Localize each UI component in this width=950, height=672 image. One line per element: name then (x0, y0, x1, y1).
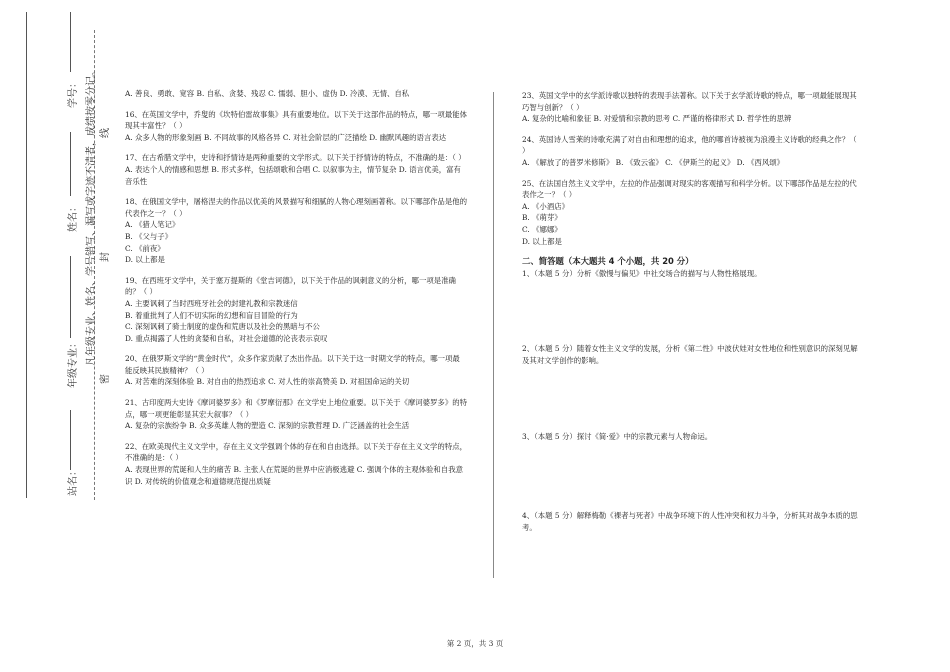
question-stem: 19、在西班牙文学中，关于塞万提斯的《堂吉诃德》，以下关于作品的讽刺意义的分析，哪一项是准确的？（ ） (125, 275, 456, 297)
question-option[interactable]: A. 《解放了的普罗米修斯》 B. 《致云雀》 C. 《伊斯兰的起义》 D. 《西风颂》 (522, 157, 784, 167)
short-answer-question-1: 1、（本题 5 分）分析《傲慢与偏见》中社交场合的描写与人物性格展现。 (522, 268, 762, 278)
question-option[interactable]: B. 《父与子》 (125, 231, 173, 241)
question-21 (125, 397, 467, 432)
question-option[interactable]: A. 主要讽刺了当时西班牙社会的封建礼教和宗教迷信 (125, 298, 298, 308)
page-number-footer: 第 2 页，共 3 页 (446, 639, 504, 648)
question-option[interactable]: C. 《娜娜》 (522, 224, 562, 234)
student-id-blank[interactable] (70, 12, 71, 72)
question-17 (125, 152, 467, 187)
question-option[interactable]: D. 以上都是 (522, 236, 562, 246)
right-question-column (522, 90, 862, 533)
binding-margin (0, 0, 110, 672)
question-18 (125, 196, 467, 266)
question-22 (125, 441, 467, 487)
question-stem: 17、在古希腊文学中，史诗和抒情诗是两种重要的文学形式。以下关于抒情诗的特点，不准确的是：（ ） (125, 153, 466, 163)
seal-mark-xian: 线 (100, 128, 111, 138)
question-option[interactable]: A. 复杂的宗族纷争 B. 众多英雄人物的塑造 C. 深刻的宗教哲理 D. 广泛涵盖的社会生活 (125, 421, 410, 431)
left-question-column (125, 88, 467, 496)
question-24 (522, 134, 862, 169)
binding-line-outer (26, 12, 27, 498)
question-stem: 16、在英国文学中，乔叟的《坎特伯雷故事集》具有重要地位。以下关于这部作品的特点，哪一项最能体现其丰富性？（ ） (125, 109, 467, 131)
question-option[interactable]: D. 以上都是 (125, 255, 165, 265)
short-answer-question-3: 3、（本题 5 分）探讨《简·爱》中的宗教元素与人物命运。 (522, 431, 713, 441)
question-20 (125, 353, 467, 388)
binding-warning-text: 凡年级专业、姓名、学号错写、漏写或字迹不清者，成绩按零分记。 (86, 66, 97, 366)
short-answer-question-2: 2、（本题 5 分）随着女性主义文学的发展，分析《第二性》中波伏娃对女性地位和性别意识的深刻见解及其对文学创作的影响。 (522, 344, 858, 365)
question-option[interactable]: A. 表现世界的荒诞和人生的痛苦 B. 主张人在荒诞的世界中应消极逃避 C. 强调个体的主观体验和自我意识 D. 对传统的价值观念和道德规范提出质疑 (125, 465, 463, 486)
question-option[interactable]: C. 《前夜》 (125, 243, 165, 253)
question-option[interactable]: B. 着重批判了人们不切实际的幻想和盲目冒险的行为 (125, 310, 298, 320)
seal-mark-feng: 封 (100, 252, 111, 262)
question-stem: 24、英国诗人雪莱的诗歌充满了对自由和理想的追求，他的哪首诗被视为浪漫主义诗歌的经典之作？（ ） (522, 134, 857, 156)
question-option[interactable]: B. 《萌芽》 (522, 213, 562, 223)
question-25 (522, 178, 862, 248)
question-stem: 25、在法国自然主义文学中，左拉的作品强调对现实的客观描写和科学分析。以下哪部作品是左拉的代表作之一？（ ） (522, 178, 857, 200)
question-stem: 18、在俄国文学中，屠格涅夫的作品以优美的风景描写和细腻的人物心理刻画著称。以下哪部作品是他的代表作之一？（ ） (125, 197, 467, 218)
grade-major-label: 年级专业： (68, 338, 79, 388)
school-blank[interactable] (70, 410, 71, 470)
question-16 (125, 109, 467, 144)
question-stem: 23、英国文学中的玄学派诗歌以独特的表现手法著称。以下关于玄学派诗歌的特点，哪一项最能展现其巧智与创新？（ ） (522, 91, 857, 112)
question-23 (522, 90, 862, 125)
name-label: 姓名： (68, 202, 79, 232)
question-15-options-continued (125, 88, 467, 100)
student-id-label: 学号： (68, 78, 79, 108)
question-text: A. 善良、勇敢、宽容 B. 自私、贪婪、残忍 C. 懦弱、胆小、虚伪 D. 冷漠、无情、自私 (125, 89, 410, 98)
column-divider (493, 92, 494, 578)
question-option[interactable]: A. 众多人物的形象刻画 B. 不同故事的风格各异 C. 对社会阶层的广泛描绘 D. 幽默风趣的语言表达 (125, 132, 447, 142)
question-option[interactable]: A. 《小酒店》 (522, 201, 569, 211)
question-option[interactable]: D. 重点揭露了人性的贪婪和自私，对社会道德的沦丧表示哀叹 (125, 333, 328, 343)
question-stem: 20、在俄罗斯文学的“黄金时代”，众多作家贡献了杰出作品。以下关于这一时期文学的特点，哪一项最能反映其民族精神？（ ） (125, 354, 460, 375)
section-two-title: 二、简答题（本大题共 4 个小题，共 20 分） (522, 256, 694, 267)
question-option[interactable]: A. 复杂的比喻和象征 B. 对爱情和宗教的思考 C. 严谨的格律形式 D. 哲学性的思辨 (522, 114, 792, 124)
question-stem: 21、古印度两大史诗《摩诃婆罗多》和《罗摩衍那》在文学史上地位重要。以下关于《摩诃婆罗多》的特点，哪一项更能彰显其宏大叙事？（ ） (125, 398, 467, 419)
question-option[interactable]: A. 《猎人笔记》 (125, 220, 180, 230)
question-option[interactable]: C. 深刻讽刺了骑士制度的虚伪和荒唐以及社会的黑暗与不公 (125, 322, 320, 332)
grade-major-blank[interactable] (70, 256, 71, 338)
seal-mark-mi: 密 (100, 374, 111, 384)
question-option[interactable]: A. 表达个人的情感和思想 B. 形式多样，包括颂歌和合唱 C. 以叙事为主，情节复杂 D. 语言优美，富有音乐性 (125, 164, 461, 186)
question-option[interactable]: A. 对苦难的深刻体验 B. 对自由的热烈追求 C. 对人性的崇高赞美 D. 对祖国命运的关切 (125, 377, 410, 387)
name-blank[interactable] (70, 132, 71, 196)
short-answer-question-4: 4、（本题 5 分）解释梅勒《裸者与死者》中战争环境下的人性冲突和权力斗争，分析其对战争本质的思考。 (522, 511, 858, 532)
school-label: 站名： (68, 466, 79, 496)
question-19 (125, 275, 467, 345)
question-stem: 22、在欧美现代主义文学中，存在主义文学强调个体的存在和自由选择。以下关于存在主义文学的特点，不准确的是：（ ） (125, 441, 467, 463)
